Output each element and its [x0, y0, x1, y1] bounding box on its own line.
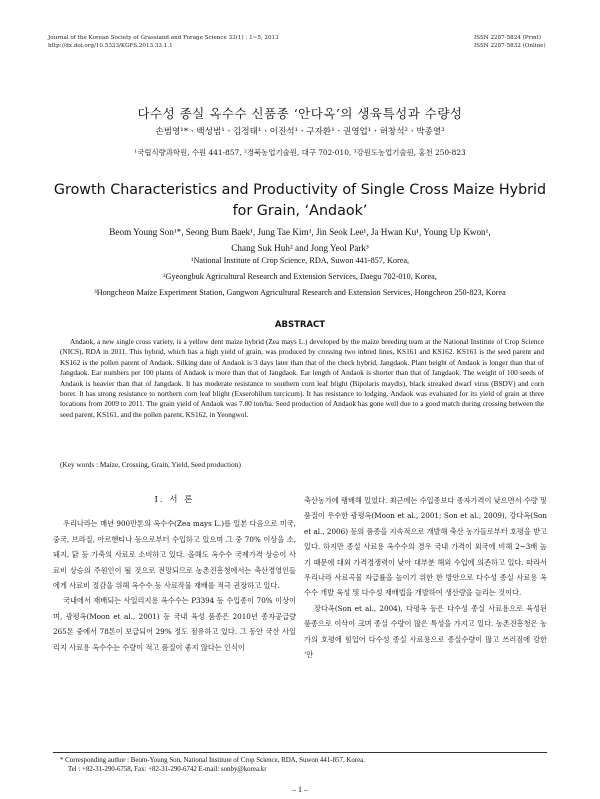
intro-paragraph-3: 축산농가에 팽배해 있었다. 최근에는 수입종보다 종자가격이 낮으면서 수량 및 품질이 우수한 광평옥(Moon et al., 2001; Son et al., 2009), 강다옥(Son et al., 2006) 등의 품종을 지속적으로 개발해 축산 농가들로부터 호평을 받고 있다. 하지만 종실 사료용 옥수수의 경우 국내 가격이 외국에 비해 2~3배 높기 때문에 대외 가격경쟁력이 낮아 대부분 해외 수입에 의존하고 있다. 따라서 우리나라 사료곡물 자급률을 높이기 위한 한 방안으로 다수성 종실 사료용 옥수수 개발 육성 및 다수성 재배법을 개발하여 생산량을 늘리는 것이다.: [304, 496, 547, 598]
issn-print: ISSN 2287-5824 (Print): [474, 35, 542, 41]
intro-paragraph-1: 우리나라는 매년 900만톤의 옥수수(Zea mays L.)를 일본 다음으로 미국, 중국, 브라질, 아르헨티나 등으로부터 수입하고 있으며 그 중 70% 이상을 소, 돼지, 닭 등 가축의 사료로 소비하고 있다. 올해도 옥수수 국제가격 상승이 사료비 상승의 주원인이 될 것으로 전망되므로 농촌진흥청에서는 축산경영인들에게 사료비 절감을 위해 옥수수 등 사료작물 재배를 적극 권장하고 있다.: [53, 519, 296, 591]
page-number: – 1 –: [292, 785, 308, 794]
english-title: [40, 180, 560, 222]
body-column-right: [304, 493, 547, 662]
abstract-heading: ABSTRACT: [274, 320, 326, 330]
korean-authors: 손범영¹*ㆍ백성범¹ㆍ김정태¹ㆍ이진석¹ㆍ구자환¹ㆍ권영업¹ㆍ허창석²ㆍ박종열³: [155, 127, 445, 137]
issn-online: ISSN 2287-5832 (Online): [474, 43, 546, 49]
contact-footnote: Tel : +82-31-290-6758, Fax: +82-31-290-6742 E-mail: sonby@korea.kr: [68, 766, 267, 773]
english-authors: [40, 224, 560, 256]
english-affiliation-2: ²Gyeongbuk Agricultural Research and Extension Services, Daegu 702-010, Korea,: [163, 272, 437, 281]
issn-block: [474, 34, 546, 50]
english-title-line2: for Grain, ‘Andaok’: [232, 203, 368, 219]
abstract-keywords: (Key words : Maize, Crossing, Grain, Yield, Seed production): [60, 460, 241, 469]
footnote-divider: [53, 752, 547, 753]
abstract-body: Andaok, a new single cross variety, is a yellow dent maize hybrid (Zea mays L.) developed by the maize breeding team at the National Institute of Crop Science (NICS), RDA in 2011. This hybrid, which has a high yield of grain, was produced by crossing two inbred lines, KS161 and KS162. KS161 is the seed parent and KS162 is the pollen parent of Andaok. Silking date of Andaok is 3 days later than that of the check hybrid, Jangdaok. Plant height of Andaok is longer than that of Jangdaok. Ear numbers per 100 plants of Andaok is more than that of Jangdaok. Ear length of Andaok is shorter than that of Jangdaok. The weight of 100 seeds of Andaok is heavier than that of Jangdaok. It has moderate resistance to southern corn leaf blight (Bipolaris maydis), black streaked dwarf virus (BSDV) and corn borer. It has strong resistance to northern corn leaf blight (Exserohilum turcicum). It has resistance to lodging. Andaok was evaluated for its yield of grain at three locations from 2009 to 2011. The grain yield of Andaok was 7.80 ton/ha. Seed production of Andaok has gone well due to a good match during crossing between the seed parent, KS161, and the pollen parent, KS162, in Yeongwol.: [60, 337, 544, 419]
english-affiliation-3: ³Hongcheon Maize Experiment Station, Gangwon Agricultural Research and Extension Services, Hongcheon 250-823, Korea: [94, 288, 506, 297]
korean-title: 다수성 종실 옥수수 신품종 ‘안다옥’의 생육특성과 수량성: [137, 106, 463, 121]
korean-affiliations: ¹국립식량과학원, 수원 441-857, ²경북농업기술원, 대구 702-010, ³강원도농업기술원, 홍천 250-823: [134, 148, 466, 157]
doi-link[interactable]: http://dx.doi.org/10.5333/KGFS.2013.33.1.1: [48, 43, 173, 49]
journal-header: [48, 34, 279, 50]
english-title-line1: Growth Characteristics and Productivity of Single Cross Maize Hybrid: [53, 182, 547, 198]
body-column-left: [53, 493, 296, 655]
corresponding-author-footnote: * Corresponding author : Beom-Young Son, National Institute of Crop Science, RDA, Suwon 441-857, Korea.: [60, 757, 365, 764]
english-affiliation-1: ¹National Institute of Crop Science, RDA, Suwon 441-857, Korea,: [190, 256, 410, 265]
intro-paragraph-2: 국내에서 재배되는 사일리지용 옥수수는 P3394 등 수입종이 70% 이상이며, 광평옥(Moon et al., 2001) 등 국내 육성 품종은 2010년 종자공급량 265톤 중에서 78톤이 보급되어 29% 정도 점유하고 있다. 그 동안 국산 사일리지 사료용 옥수수는 수량이 적고 품질이 좋지 않다는 인식이: [53, 596, 296, 652]
section-heading-introduction: Ⅰ. 서 론: [154, 495, 195, 505]
english-authors-line1: Beom Young Son¹*, Seong Bum Baek¹, Jung Tae Kim¹, Jin Seok Lee¹, Ja Hwan Ku¹, Young Up Kwon¹,: [109, 227, 491, 237]
english-authors-line2: Chang Suk Huh² and Jong Yeol Park³: [231, 243, 369, 253]
journal-citation: Journal of the Korean Society of Grassland and Forage Science 33(1) : 1~5, 2013: [48, 35, 279, 41]
intro-paragraph-4: 장다옥(Son et al., 2004), 다평옥 등은 다수성 종실 사료용으로 육성된 품종으로 이삭이 크며 종실 수량이 많은 특성을 가지고 있다. 농촌진흥청은 농가의 호평에 힘입어 다수성 종실 사료용으로 종실수량이 많고 쓰러짐에 강한 ‘안: [304, 603, 547, 660]
